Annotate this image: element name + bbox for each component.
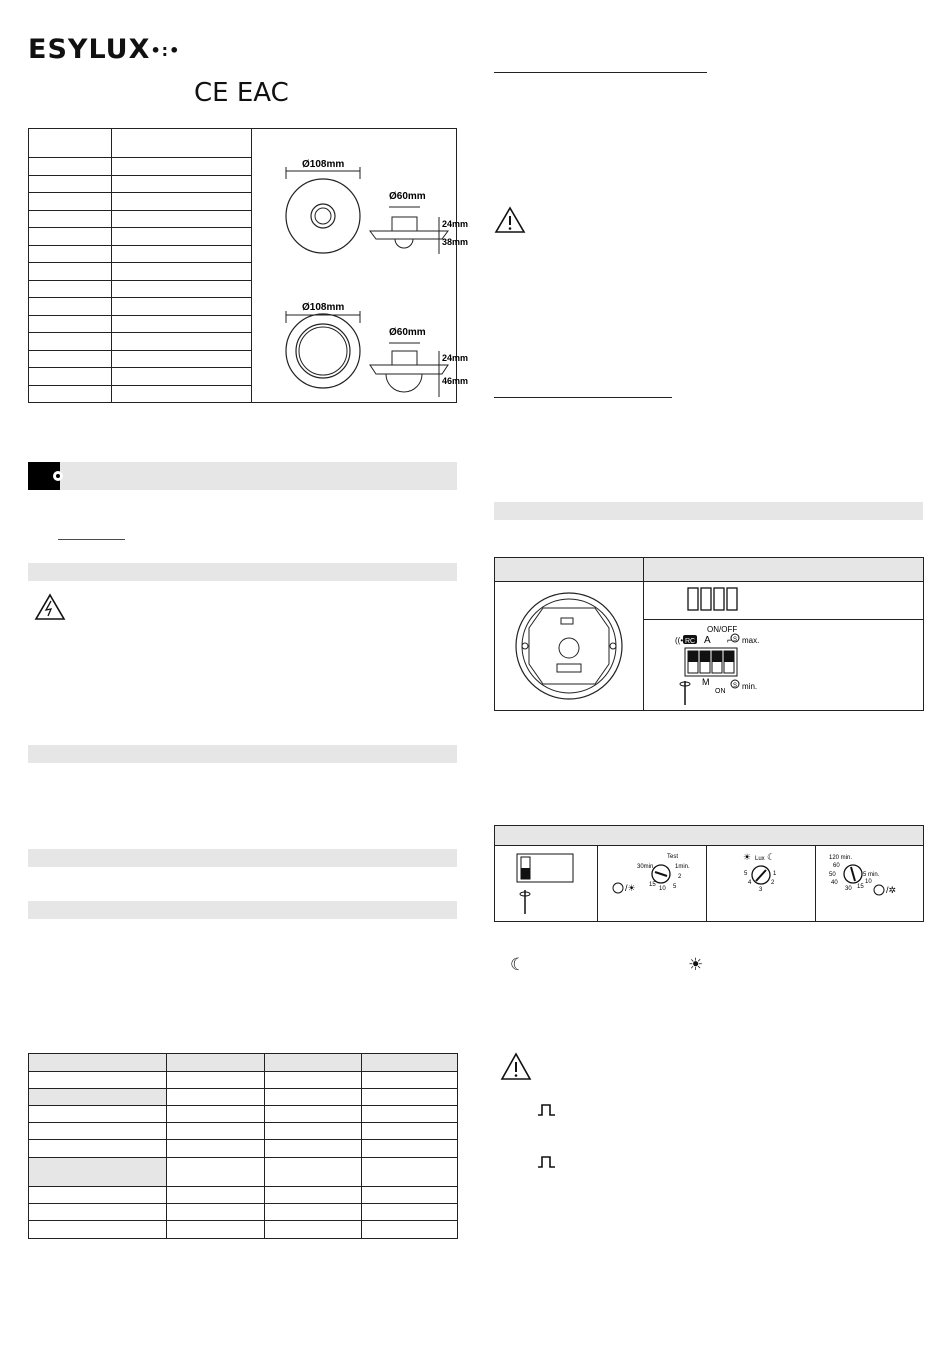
- info-icon: [28, 462, 60, 490]
- dip-m-label: M: [702, 677, 710, 687]
- dial-10-label: 10: [659, 886, 666, 892]
- settings-overview-table: [494, 557, 924, 711]
- dip-a-label: A: [704, 635, 711, 646]
- lux-4-label: 4: [748, 880, 752, 886]
- dimension-drawings: [252, 129, 469, 403]
- section-header-4: [28, 901, 457, 919]
- svg-text:☀: ☀: [743, 852, 752, 862]
- surface-height-bottom: 46mm: [442, 376, 469, 386]
- lux-dial: [731, 850, 801, 900]
- pulse-icon-2: [537, 1155, 557, 1169]
- lux-1-label: 1: [773, 871, 777, 877]
- dip-onoff-label: ON/OFF: [707, 625, 738, 634]
- lux-2-label: 2: [771, 880, 775, 886]
- pulse-icon: [537, 1103, 557, 1117]
- delay-40-label: 40: [831, 880, 838, 886]
- svg-text:/☀: /☀: [625, 883, 636, 893]
- svg-text:S: S: [733, 683, 738, 689]
- svg-text:S: S: [733, 637, 738, 643]
- dial-test-label: Test: [667, 854, 679, 860]
- dial-30min-label: 30min.: [637, 864, 656, 870]
- svg-text:((•: ((•: [675, 636, 684, 645]
- dip-min-label: min.: [742, 682, 758, 691]
- surface-diameter-label: Ø108mm: [302, 302, 345, 313]
- sun-icon: ☀: [688, 955, 704, 975]
- safety-section-header: [28, 563, 457, 581]
- dial-2-label: 2: [678, 874, 682, 880]
- delay-50-label: 50: [829, 872, 836, 878]
- info-section-header: [28, 462, 457, 490]
- dial-1min-label: 1min.: [675, 864, 690, 870]
- time-dial: [611, 850, 701, 900]
- technical-table: [28, 1053, 458, 1239]
- delay-60-label: 60: [833, 863, 840, 869]
- delay-120-label: 120 min.: [829, 855, 853, 861]
- adjustment-table: [494, 825, 924, 922]
- device-back-drawing: [513, 588, 625, 704]
- section-header-3: [28, 849, 457, 867]
- delay-30-label: 30: [845, 886, 852, 892]
- dial-lux-label: Lux: [755, 856, 765, 862]
- delay-5min-label: 5 min.: [863, 872, 880, 878]
- dip-switch-outline: [685, 586, 741, 612]
- warning-triangle-icon: [494, 206, 526, 234]
- delay-15-label: 15: [857, 884, 864, 890]
- brand-logo: ESYLUX•:•: [28, 34, 181, 65]
- website-link[interactable]: [58, 539, 125, 540]
- dial-5-label: 5: [673, 884, 677, 890]
- lux-5-label: 5: [744, 871, 748, 877]
- svg-text:☾: ☾: [767, 852, 776, 862]
- dip-on-label: ON: [715, 688, 726, 695]
- switch-position-drawing: [513, 852, 583, 918]
- dip-rc-label: RC: [685, 638, 696, 645]
- flush-diameter-label: Ø108mm: [302, 159, 345, 170]
- flush-height-top: 24mm: [442, 219, 469, 229]
- flush-sensor-label: Ø60mm: [389, 191, 426, 202]
- warning-triangle-icon-2: [500, 1052, 532, 1082]
- surface-height-top: 24mm: [442, 353, 469, 363]
- off-delay-dial: [825, 850, 921, 900]
- dial-15-label: 15: [649, 882, 656, 888]
- svg-text:⌐: ⌐: [727, 635, 733, 645]
- settings-section-header: [494, 502, 923, 520]
- right-heading-underline-2: [494, 397, 672, 398]
- delay-10-label: 10: [865, 879, 872, 885]
- moon-icon: ☾: [510, 955, 526, 975]
- electric-warning-icon: [34, 593, 66, 621]
- right-heading-underline-1: [494, 72, 707, 73]
- dip-switch-diagram: [667, 621, 927, 709]
- certification-marks: CE EAC: [194, 78, 289, 108]
- flush-height-bottom: 38mm: [442, 237, 469, 247]
- surface-sensor-label: Ø60mm: [389, 327, 426, 338]
- svg-text:/✲: /✲: [886, 885, 897, 895]
- spec-table: [28, 128, 469, 403]
- dip-max-label: max.: [742, 636, 760, 645]
- lux-3-label: 3: [759, 887, 763, 893]
- section-header-2: [28, 745, 457, 763]
